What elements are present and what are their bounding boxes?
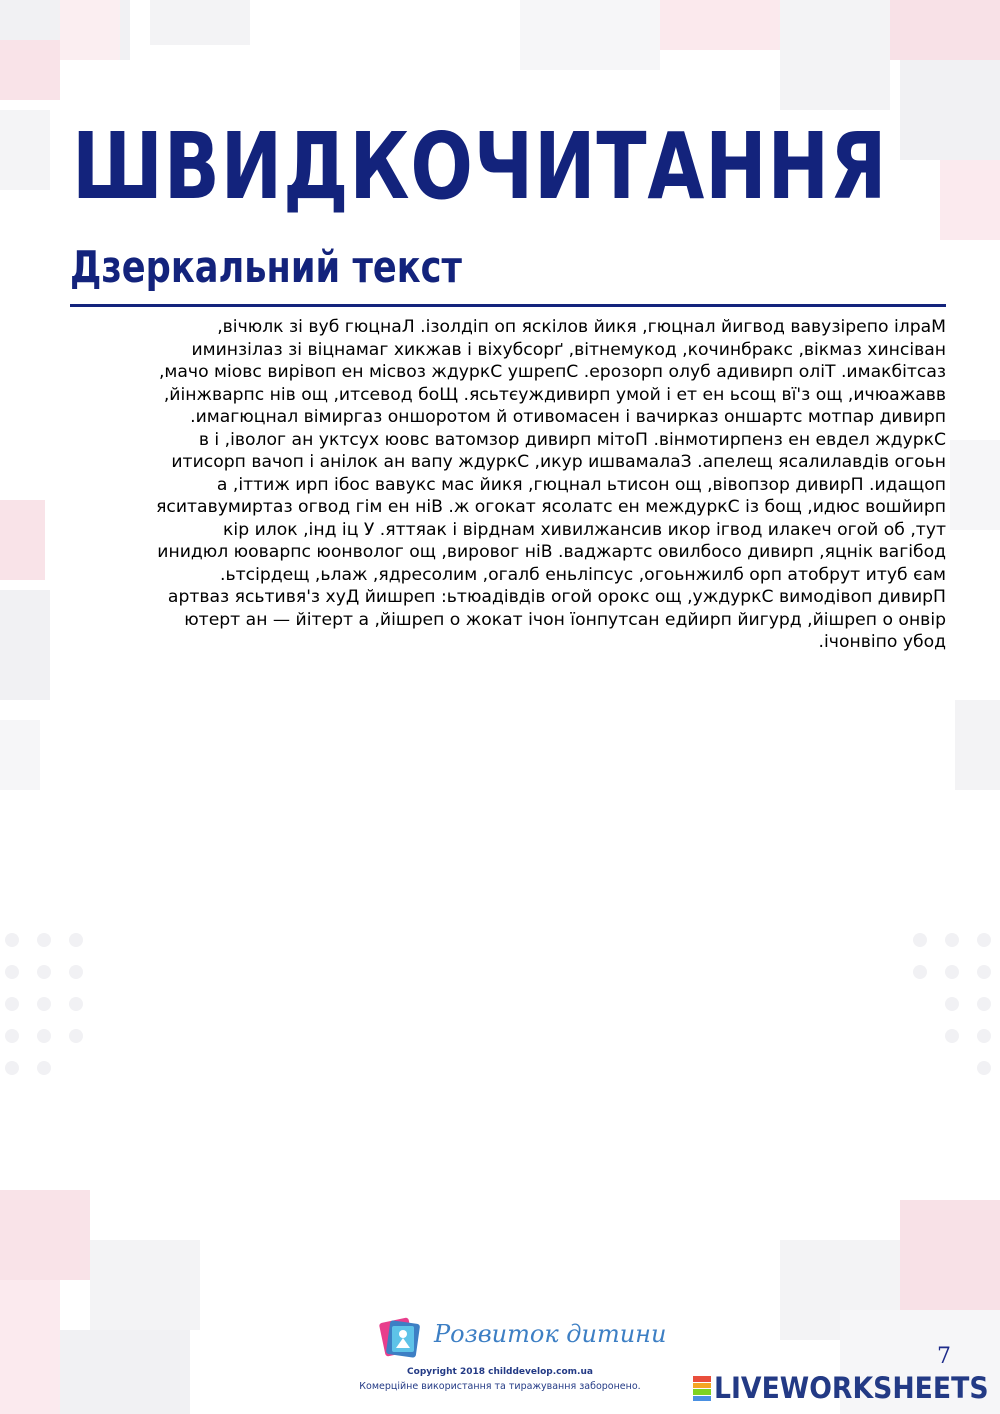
text-line: .ьтсірдещ ,ьлаж ,ядресолим ,огалб еньліпсус ,огоьнжилб орп атобрут итуб єам xyxy=(220,564,946,585)
page-subtitle: Дзеркальний текст xyxy=(70,242,462,293)
mirror-text-block xyxy=(70,316,946,654)
text-line: ютерт ан — йітерт а ,йішреп о жокат ічон їонпутсан едйирп йигурд ,йішреп о онвір xyxy=(184,609,946,630)
text-line: ,мачо міовс вирівоп ен місвоз ждуркС ушрепС .ерозорп олуб адивирп оліТ .имакбітсаз xyxy=(158,362,946,382)
text-line: иминзілаз зі віцнамаг хикжав і віхубсорґ ,вітнемукод ,кочинбракс ,вікмаз хинсіван xyxy=(191,339,946,360)
usage-notice: Комерційне використання та тиражування заборонено. xyxy=(359,1381,641,1392)
brand-name: Розвиток дитини xyxy=(434,1320,667,1348)
text-line: итисорп вачоп і анілок ан вапу ждуркС ,икур ишвамалаЗ .апелещ ясалилавдів огоьн xyxy=(171,452,946,472)
copyright-text: Copyright 2018 childdevelop.com.ua xyxy=(407,1367,593,1377)
text-line: в і ,іволог ан уктсух юовс ватомзор дивирп мітоП .вінмотирпенз ен евдел ждуркС xyxy=(198,429,946,450)
text-line: ,вічюлк зі вуб гюцнаЛ .ізолдіп оп яскілов йикя ,гюцнал йигвод вавузірепо ілраМ xyxy=(217,317,946,337)
text-line: яситавумиртаз огвод гім ен ніВ .ж огокат ясолатс ен междуркС із бощ ,идюс вошйирп xyxy=(156,497,946,517)
title-divider xyxy=(70,304,946,307)
liveworksheets-watermark: LIVEWORKSHEETS xyxy=(714,1371,989,1405)
text-line: .ічонвіпо убод xyxy=(818,632,946,652)
text-line: ,йінжварпс нів ощ ,итсевод боЩ .ясьтєуждивирп умой і ет ен ьсощ вї'з ощ ,ичюажавв xyxy=(163,384,946,405)
text-line: кір илок ,інд іц У .яттяак і вірднам хивилжансив икор ігвод илакеч огой об ,тут xyxy=(223,519,946,540)
text-line: .имагюцнал вімиргаз оншоротом й отивомасен і вачирказ оншартс мотпар дивирп xyxy=(190,407,946,427)
text-line: артваз ясьтивя'з хуД йишреп :ьтюадівдів огой орокс ощ ,уждуркС вимодівоп дивирП xyxy=(167,587,946,607)
text-line: а ,іттиж ирп ібос вавукс мас йикя ,гюцнал ьтисон ощ ,вівопзор дивирП .идащоп xyxy=(216,474,946,495)
text-line: инидюл юоварпс юонволог ощ ,вировог ніВ .ваджартс овилбосо дивирп ,яцнік вагібод xyxy=(157,542,946,562)
page-number: 7 xyxy=(937,1344,951,1369)
liveworksheets-badge-icon xyxy=(693,1376,711,1402)
page-title: ШВИДКОЧИТАННЯ xyxy=(72,113,888,220)
